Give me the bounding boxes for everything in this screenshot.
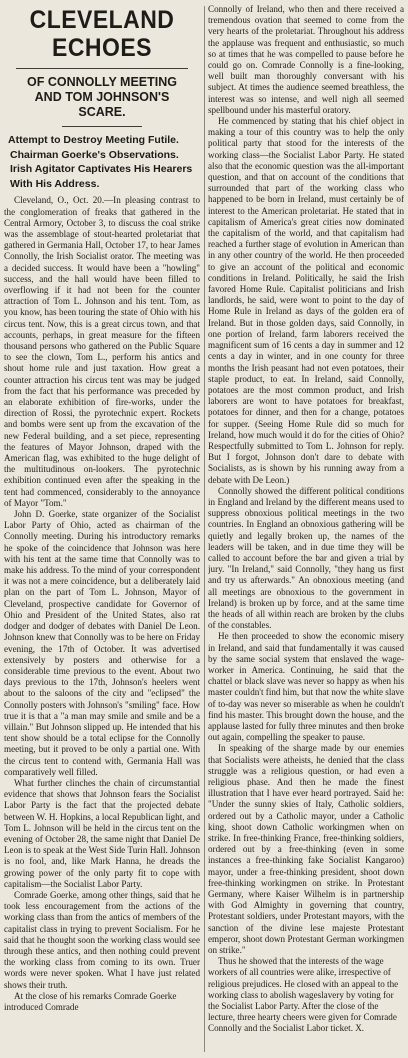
paragraph: What further clinches the chain of circumstantial evidence that shows that Johnson fears the Socialist Labor Party is the fact that the projected debate between W. H. Hopkins, a local Republican light, and Tom L. Johnson will be held in the circus tent on the evening of October 28, the same night that Daniel De Leon is to speak at the West Side Turin Hall. Johnson is no fool, and, like Mark Hanna, he dreads the growing power of the only party fit to cope with capitalism—the Socialist Labor Party.	[4, 777, 200, 889]
left-column	[4, 4, 200, 1054]
headline-rule	[16, 68, 188, 69]
paragraph: John D. Goerke, state organizer of the Socialist Labor Party of Ohio, acted as chairman of the Connolly meeting. During his introductory remarks he spoke of the coincidence that Johnson was here with his tent at the same time that Connolly was to make his address. To the mind of your correspondent it was not a mere coincidence, but a deliberately laid plan on the part of Tom L. Johnson, Mayor of Cleveland, prospective candidate for Governor of Ohio and President of the United States, also rat dodger and dodger of debates with Daniel De Leon. Johnson knew that Connolly was to be here on Friday evening, the 17th of October. It was advertised extensively by posters and otherwise for a considerable time previous to the event. About two days previous to the 17th, Johnson's heelers went about to the saloons of the city and "eclipsed" the Connolly posters with Johnson's "smiling" face. How true it is that a "a man may smile and smile and be a villain." But Johnson slipped up. He intended that his tent show should be a total eclipse for the Connolly meeting, but it proved to be only a partial one. With the circus tent to contend with, Germania Hall was comparatively well filled.	[4, 509, 200, 777]
paragraph: In speaking of the sharge made by our enemies that Socialists were atheists, he denied that the class struggle was a religious question, or had even a religious phase. And then he made the finest illustration that I have ever heard portrayed. Said he: "Under the sunny skies of Italy, Catholic soldiers, ordered out by a Catholic mayor, under a Catholic king, shoot down Catholic workingmen when on strike. In free-thinking France, free-thinking soldiers, ordered out by a free-thinking (even in some instances a free-thinking fake Socialist Kangaroo) mayor, under a free-thinking president, shoot down free-thinking workingmen on strike. In Protestant Germany, where Kaiser Wilhelm is in partnership with God Almighty in governing that country, Protestant soldiers, under Protestant mayors, with the sanction of the divine lese majeste Protestant emperor, shoot down Protestant German workingmen on strike."	[208, 743, 404, 956]
paragraph: Cleveland, O., Oct. 20.—In pleasing contrast to the conglomeration of freaks that gathered in the Central Armory, October 3, to discuss the coal strike was the assemblage of stout-hearted proletariat that gathered in Germania Hall, October 17, to hear James Connolly, the Irish Socialist orator. The meeting was a decided success. It would have been a "howling" success, and the hall would have been filled to overflowing if it had not been for the counter attraction of Tom L. Johnson and his tent. Tom, as you know, has been touring the state of Ohio with his circus tent. Now, this is a great circus town, and that accounts, perhaps, in great measure for the fifteen thousand persons who gathered on the Public Square to see the clown, Tom L., perform his antics and shout home rule and just taxation. How great a counter attraction his circus tent was may be judged from the fact that his performance was preceded by an elaborate exhibition of fire-works, under the direction of Rossi, the pyrotechnic expert. Rockets and bombs were sent up from the excavation of the new Federal building, and a set piece, representing the features of Mayor Johnson, draped with the American flag, was exhibited to the huge delight of the multitudinous on-lookers. The pyrotechnic exhibition continued even after the speaking in the tent had commenced, considerably to the annoyance of Mayor "Tom."	[4, 195, 200, 508]
subheadline: OF CONNOLLY MEETING AND TOM JOHNSON'S SCARE.	[26, 75, 177, 119]
paragraph: He then proceeded to show the economic misery in Ireland, and said that fundamentally it was caused by the same social system that enslaved the wage-worker in America. Continuing, he said that the chattel or black slave was never so happy as when his master couldn't find him, but that now the white slave of to-day was never so miserable as when he couldn't find his master. This brought down the house, and the applause lasted for fully three minutes and then broke out again, compelling the speaker to pause.	[208, 631, 404, 743]
paragraph: Connolly of Ireland, who then and there received a tremendous ovation that seemed to come from the very hearts of the proletariat. Throughout his address the applause was frequent and enthusiastic, so much so at times that he was compelled to pause before he could go on. Comrade Connolly is a fine-looking, well built man thoroughly conversant with his subject. At times the audience seemed breathless, the interest was so intense, and well nigh all seemed spellbound under his masterful oratory.	[208, 4, 404, 115]
paragraph: Comrade Goerke, among other things, said that he took less encouragement from the actions of the working class than from the antics of members of the capitalist class in trying to prevent Socialism. For he said that he thought soon the working class would see through these antics, and then nothing could prevent the working class from coming to its own. Truer words were never spoken. What I have just related shows their truth.	[4, 889, 200, 990]
paragraph: At the close of his remarks Comrade Goerke introduced Comrade	[4, 990, 177, 1012]
deck: Attempt to Destroy Meeting Futile. Chairman Goerke's Observations. Irish Agitator Captivates His Hearers With His Address.	[8, 134, 193, 190]
column-divider	[204, 6, 205, 1052]
paragraph: Thus he showed that the interests of the wage workers of all countries were alike, irrespective of religious prejudices. He closed with an appeal to the working class to abolish wageslavery by voting for the Socialist Labor Party. After the close of the lecture, three hearty cheers were given for Comrade Connolly and the Socialist Labor ticket. X.	[208, 956, 399, 1034]
right-column	[208, 4, 404, 1054]
paragraph: He commenced by stating that his chief object in making a tour of this country was to help the only political party that stood for the interests of the working class—the Socialist Labor Party. He stated also that the economic question was the all-important question, and that on account of the conditions that surrounded that part of the working class who happened to be born in Ireland, must certainly be of interest to the American proletariat. He stated that in capitalism of America's great cities now dominated the capitalism of the world, and that capitalism had reached a further stage of evolution in American than in any other country of the world. He then proceeded to give an account of the political and economic conditions in Ireland. Politically, he said the Irish favored Home Rule. Capitalist politicians and Irish landlords, he said, were wont to point to the day of Home Rule in Ireland as days of the golden era of Ireland. But in those golden days, said Connolly, in one portion of Ireland, farm laborers received the magnificent sum of 16 cents a day in summer and 12 cents a day in winter, and in one county for three months the Irish peasant had not even potatoes, their staple product, to eat. In Ireland, said Connolly, potatoes are the most common product, and Irish laborers are wont to have potatoes for breakfast, potatoes for dinner, and then for a change, potatoes for supper. (Seeing Home Rule did so much for Ireland, how much would it do for the cities of Ohio? Respectfully submitted to Tom L. Johnson for reply. But I forgot, Johnson don't dare to debate with Socialists, as is shown by his running away from a debate with De Leon.)	[208, 116, 404, 485]
paragraph: Connolly showed the different political conditions in England and Ireland by the different means used to suppress obnoxious political meetings in the two countries. In England an obnoxious gathering will be quietly and legally broken up, the names of the leaders will be taken, and in due time they will be called to account before the bar and given a trial by jury. "In Ireland," said Connolly, "they hang us first and try us afterwards." An obnoxious meeting (and all meetings are obnoxious to the government in Ireland) is broken up by force, and at the same time the heads of all within reach are broken by the clubs of the constables.	[208, 485, 404, 631]
article-body-right	[208, 4, 404, 1035]
article-body-left	[4, 195, 200, 1013]
headline: CLEVELAND ECHOES	[29, 6, 175, 62]
subheadline-rule	[62, 126, 142, 127]
